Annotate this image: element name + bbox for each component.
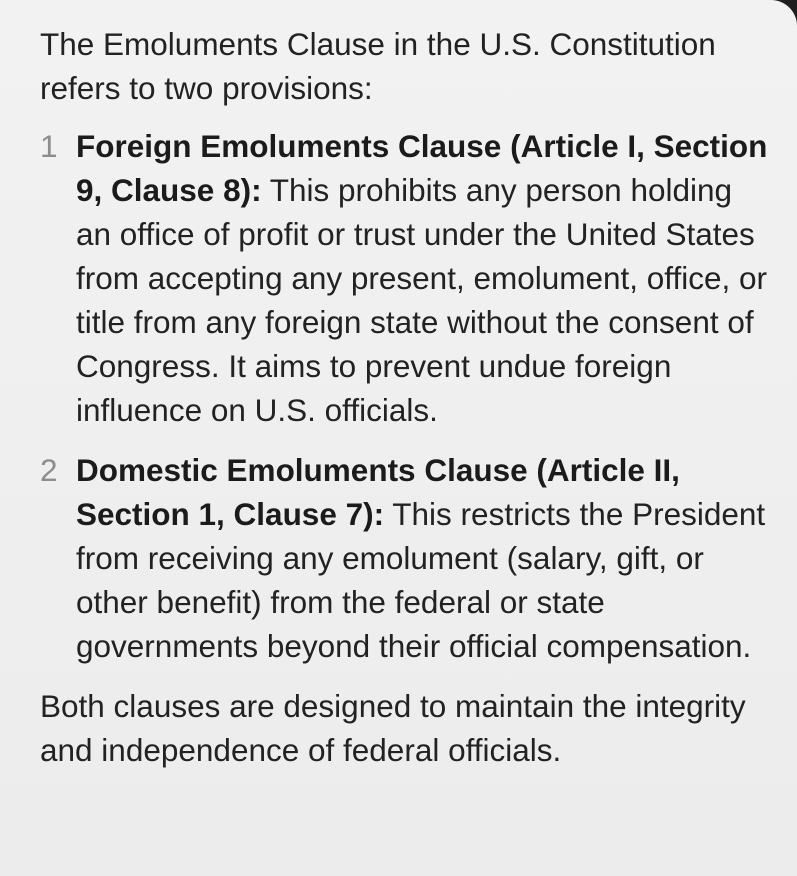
list-item	[40, 124, 779, 432]
provisions-list	[40, 124, 779, 668]
message-intro: The Emoluments Clause in the U.S. Constitution refers to two provisions:	[40, 26, 716, 106]
list-item-title: Foreign Emoluments Clause (Article I, Section 9, Clause 8):	[76, 128, 768, 208]
list-item-text: This prohibits any person holding an office of profit or trust under the United States from accepting any present, emolument, office, or title from any foreign state without the consent of Congress. It aims to prevent undue foreign influence on U.S. officials.	[76, 172, 768, 428]
list-item-number: 1	[40, 128, 58, 164]
list-item-title: Domestic Emoluments Clause (Article II, Section 1, Clause 7):	[76, 452, 680, 532]
list-item-number: 2	[40, 452, 58, 488]
list-item-body	[76, 448, 779, 668]
list-item-text: This restricts the President from receiving any emolument (salary, gift, or other benefit) from the federal or state governments beyond their official compensation.	[76, 496, 766, 664]
message-conclusion: Both clauses are designed to maintain the integrity and independence of federal officials.	[40, 688, 746, 768]
list-item	[40, 448, 779, 668]
list-item-body	[76, 124, 779, 432]
